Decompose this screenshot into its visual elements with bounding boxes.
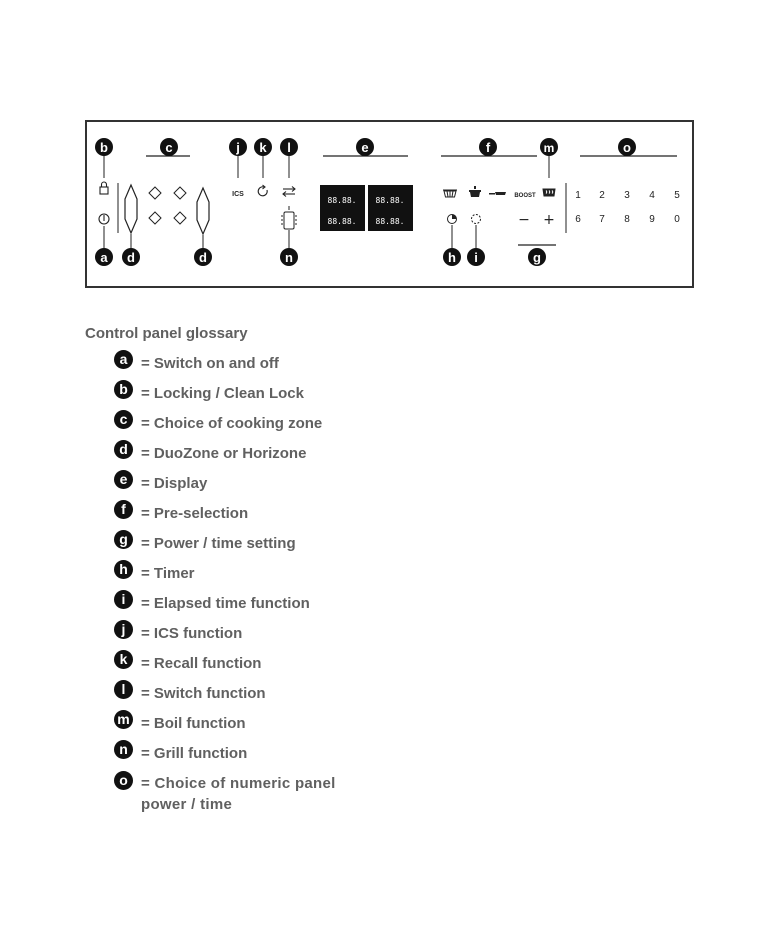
- glossary-text: = Pre-selection: [141, 504, 249, 522]
- callout-j-label: j: [236, 140, 240, 155]
- glossary-item-o: [114, 768, 336, 815]
- glossary-text: = ICS function: [141, 624, 243, 642]
- callout-a-label: a: [100, 250, 108, 265]
- glossary-text: = Switch function: [141, 684, 266, 702]
- glossary-item-b: [114, 378, 336, 408]
- display-left: [320, 185, 365, 231]
- callout-d-left-label: d: [127, 250, 135, 265]
- callout-o-label: o: [623, 140, 631, 155]
- glossary-item-n: [114, 738, 336, 768]
- glossary-item-l: [114, 678, 336, 708]
- numeric-key-0[interactable]: 0: [674, 214, 680, 225]
- glossary-badge: g: [114, 530, 133, 549]
- numeric-key-2[interactable]: 2: [599, 190, 605, 201]
- glossary-text: = Switch on and off: [141, 354, 279, 372]
- glossary-text: = Recall function: [141, 654, 262, 672]
- plus-button[interactable]: +: [543, 212, 555, 228]
- numeric-key-7[interactable]: 7: [599, 214, 605, 225]
- glossary-text: = Grill function: [141, 744, 248, 762]
- glossary-text: = Timer: [141, 564, 195, 582]
- glossary-item-a: [114, 348, 336, 378]
- glossary-item-c: [114, 408, 336, 438]
- glossary-badge: j: [114, 620, 133, 639]
- glossary-item-d: [114, 438, 336, 468]
- glossary-badge: e: [114, 470, 133, 489]
- numeric-key-1[interactable]: 1: [575, 190, 581, 201]
- callout-l-label: l: [287, 140, 291, 155]
- callout-e-label: e: [361, 140, 369, 155]
- glossary-badge: l: [114, 680, 133, 699]
- display-right-bottom-digits: 88.88.: [375, 217, 405, 226]
- numeric-key-6[interactable]: 6: [575, 214, 581, 225]
- callout-g-label: g: [533, 250, 541, 265]
- glossary-badge: f: [114, 500, 133, 519]
- pan-basket-icon[interactable]: [443, 190, 457, 197]
- display-right: [368, 185, 413, 231]
- numeric-key-5[interactable]: 5: [674, 190, 680, 201]
- glossary-item-g: [114, 528, 336, 558]
- glossary-item-j: [114, 618, 336, 648]
- glossary-badge: n: [114, 740, 133, 759]
- boil-icon[interactable]: [543, 189, 555, 196]
- callout-i-label: i: [474, 250, 478, 265]
- glossary-badge: o: [114, 771, 133, 790]
- numeric-key-4[interactable]: 4: [649, 190, 655, 201]
- glossary-text: = Choice of cooking zone: [141, 414, 323, 432]
- callout-b-label: b: [100, 140, 108, 155]
- display-left-bottom-digits: 88.88.: [327, 217, 357, 226]
- glossary-list: [114, 348, 336, 815]
- display-right-top-digits: 88.88.: [375, 196, 405, 205]
- glossary-item-i: [114, 588, 336, 618]
- glossary-badge: d: [114, 440, 133, 459]
- glossary-item-e: [114, 468, 336, 498]
- ics-label[interactable]: ICS: [232, 191, 244, 198]
- glossary-text: = DuoZone or Horizone: [141, 444, 307, 462]
- minus-button[interactable]: −: [518, 212, 530, 228]
- glossary-item-m: [114, 708, 336, 738]
- glossary-title: Control panel glossary: [85, 325, 248, 342]
- callout-m-label: m: [543, 141, 555, 155]
- display-left-top-digits: 88.88.: [327, 196, 357, 205]
- glossary-badge: b: [114, 380, 133, 399]
- callout-h-label: h: [448, 250, 456, 265]
- callout-n-label: n: [285, 250, 293, 265]
- glossary-badge: k: [114, 650, 133, 669]
- glossary-badge: c: [114, 410, 133, 429]
- numeric-key-9[interactable]: 9: [649, 214, 655, 225]
- glossary-item-k: [114, 648, 336, 678]
- boost-label[interactable]: BOOST: [514, 193, 536, 199]
- glossary-badge: i: [114, 590, 133, 609]
- glossary-text: = Locking / Clean Lock: [141, 384, 304, 402]
- glossary-text: = Power / time setting: [141, 534, 296, 552]
- numeric-key-3[interactable]: 3: [624, 190, 630, 201]
- glossary-badge: m: [114, 710, 133, 729]
- glossary-badge: h: [114, 560, 133, 579]
- glossary-text: = Display: [141, 474, 208, 492]
- callout-c-label: c: [165, 140, 173, 155]
- glossary-text: = Boil function: [141, 714, 246, 732]
- callout-d-right-label: d: [199, 250, 207, 265]
- glossary-text: = Elapsed time function: [141, 594, 310, 612]
- numeric-key-8[interactable]: 8: [624, 214, 630, 225]
- glossary-text: = Choice of numeric panel power / time: [141, 775, 336, 813]
- control-panel-diagram: [0, 0, 784, 300]
- glossary-item-f: [114, 498, 336, 528]
- glossary-item-h: [114, 558, 336, 588]
- glossary-badge: a: [114, 350, 133, 369]
- callout-f-label: f: [485, 140, 491, 155]
- callout-k-label: k: [259, 140, 267, 155]
